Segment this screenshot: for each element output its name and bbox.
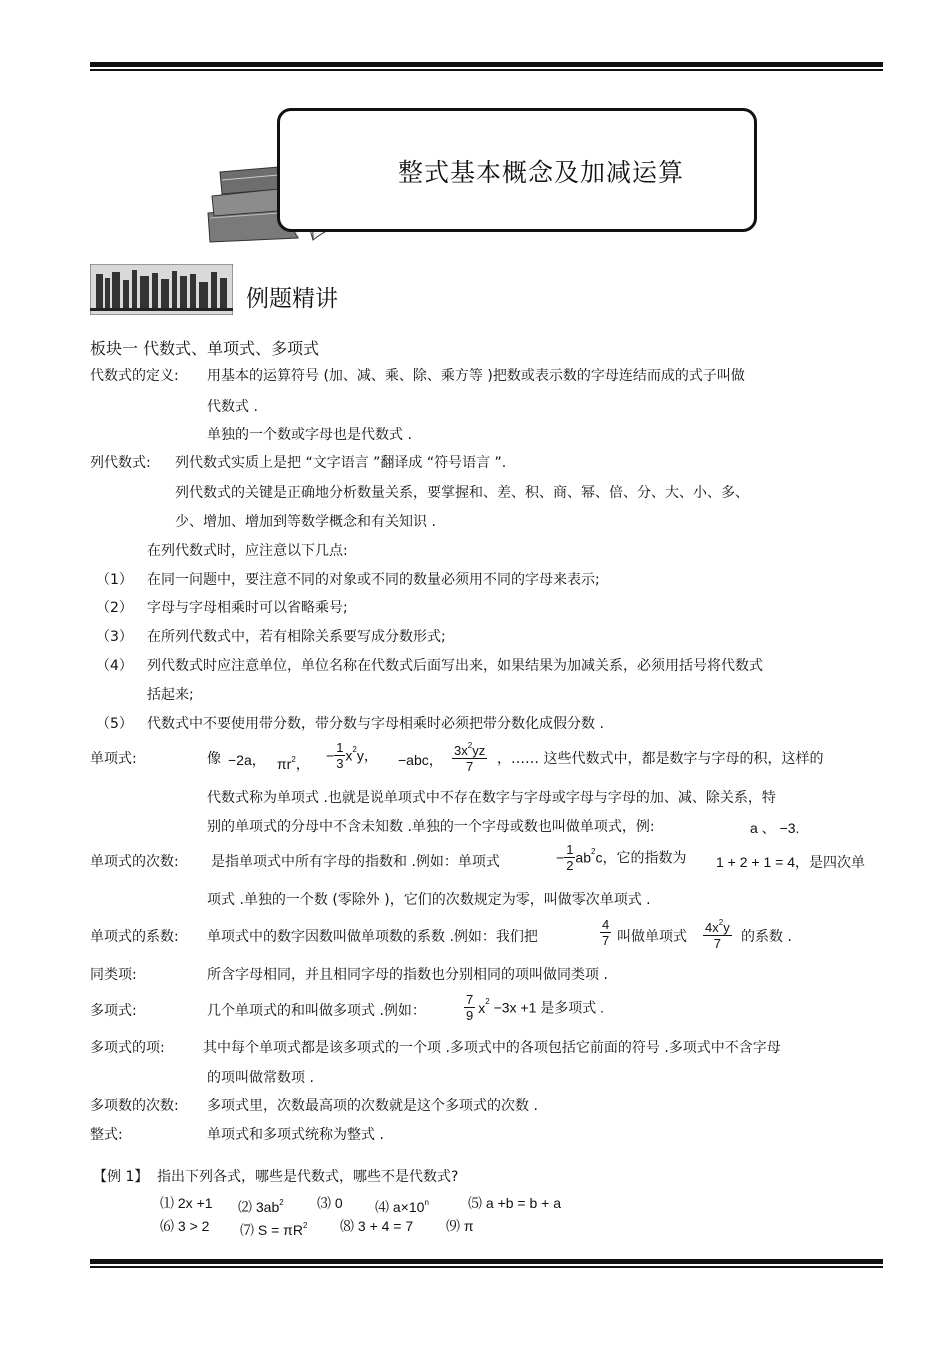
def-text: 单项式中的数字因数叫做单项数的系数 .例如：我们把	[207, 929, 538, 945]
def-label: 整式:	[90, 1127, 123, 1143]
def-label: 多项式的项:	[90, 1040, 165, 1056]
def-text: 别的单项式的分母中不含未知数 .单独的一个字母或数也叫做单项式，例:	[207, 819, 655, 835]
def-text: 少、增加、增加到等数学概念和有关知识 .	[175, 514, 436, 530]
math-expr: 1 + 2 + 1 = 4，是四次单	[716, 854, 866, 870]
def-text: 是指单项式中所有字母的指数和 .例如：单项式	[211, 854, 500, 870]
def-text: 用基本的运算符号 (加、减、乘、除、乘方等 )把数或表示数的字母连结而成的式子叫做	[207, 368, 745, 384]
example-item: ⑺ $S = \pi R^2$	[240, 1221, 308, 1238]
math-fraction: $\frac{4}{7}$	[602, 917, 610, 948]
math-expr: $\pi r^2$，	[277, 755, 310, 772]
def-text: 列代数式实质上是把 “文字语言 ”翻译成 “符号语言 ”.	[175, 455, 507, 471]
def-text: 项式 .单独的一个数 (零除外 )，它们的次数规定为零，叫做零次单项式 .	[207, 892, 651, 908]
note-intro: 在列代数式时，应注意以下几点:	[147, 543, 348, 559]
example-item: ⑸ a +b = b + a	[468, 1195, 562, 1211]
def-text: 多项式里，次数最高项的次数就是这个多项式的次数 .	[207, 1098, 538, 1114]
def-label: 多项式:	[90, 1003, 137, 1019]
def-label: 单项式:	[90, 751, 137, 767]
note-number: （4）	[96, 658, 133, 674]
def-text: 其中每个单项式都是该多项式的一个项 .多项式中的各项包括它前面的符号 .多项式中不含字母	[203, 1040, 781, 1056]
page-title: 整式基本概念及加减运算	[398, 158, 685, 187]
example-item: ⑹ 3 > 2	[160, 1218, 210, 1234]
example-question: 指出下列各式，哪些是代数式，哪些不是代数式?	[157, 1169, 459, 1185]
def-label: 单项式的次数:	[90, 854, 179, 870]
note-number: （3）	[96, 629, 133, 645]
math-fraction-expr: $\frac{7}{9}$ $x^2 -3x +1$ 是多项式 .	[466, 992, 605, 1023]
def-text: 的系数 .	[741, 929, 792, 945]
math-fraction: $\frac{4x^2y}{7}$	[703, 915, 732, 951]
example-item: ⑻ 3 + 4 = 7	[340, 1218, 414, 1234]
example-item: ⑴ 2x +1	[160, 1195, 213, 1211]
note-number: （5）	[96, 716, 133, 732]
example-item: ⑶ 0	[317, 1195, 343, 1211]
def-label: 多项数的次数:	[90, 1098, 179, 1114]
note-text: 在同一问题中，要注意不同的对象或不同的数量必须用不同的字母来表示;	[147, 572, 600, 588]
example-item: ⑼ π	[446, 1218, 474, 1234]
note-text: 括起来;	[147, 687, 194, 703]
top-rule	[90, 62, 883, 67]
note-number: （1）	[96, 572, 133, 588]
def-text: ，…… 这些代数式中，都是数字与字母的积，这样的	[497, 751, 824, 767]
def-text: 几个单项式的和叫做多项式 .例如：	[207, 1003, 426, 1019]
def-text: 像	[207, 751, 221, 767]
def-text: 叫做单项式	[617, 929, 687, 945]
math-fraction-expr: $\frac{3x^2yz}{7}$	[452, 738, 487, 774]
def-label: 列代数式:	[90, 455, 151, 471]
note-text: 字母与字母相乘时可以省略乘号;	[147, 600, 348, 616]
def-text: 单项式和多项式统称为整式 .	[207, 1127, 384, 1143]
bottom-rule-thin	[90, 1266, 883, 1268]
math-expr: −2a，	[228, 752, 266, 768]
note-text: 在所列代数式中，若有相除关系要写成分数形式;	[147, 629, 446, 645]
math-expr: a 、 −3.	[750, 820, 800, 836]
def-label: 同类项:	[90, 967, 137, 983]
bottom-rule	[90, 1259, 883, 1264]
math-expr: −abc，	[398, 752, 443, 768]
def-text: 列代数式的关键是正确地分析数量关系，要掌握和、差、积、商、幂、倍、分、大、小、多、	[175, 485, 749, 501]
math-fraction-expr: − $\frac{1}{3}$ $x^2y$，	[326, 740, 378, 771]
title-box	[277, 108, 757, 232]
note-text: 列代数式时应注意单位，单位名称在代数式后面写出来，如果结果为加减关系，必须用括号将代数式	[147, 658, 763, 674]
note-number: （2）	[96, 600, 133, 616]
top-rule-thin	[90, 69, 883, 71]
block-title: 板块一 代数式、单项式、多项式	[90, 339, 320, 358]
def-text: 代数式 .	[207, 399, 258, 415]
def-text: 的项叫做常数项 .	[207, 1070, 314, 1086]
math-fraction-expr: − $\frac{1}{2}$ $ab^2c$，它的指数为	[556, 842, 687, 873]
example-tag: 【例 1】	[93, 1169, 149, 1185]
def-label: 代数式的定义:	[90, 368, 179, 384]
def-label: 单项式的系数:	[90, 929, 179, 945]
def-text: 单独的一个数或字母也是代数式 .	[207, 427, 412, 443]
def-text: 代数式称为单项式 .也就是说单项式中不存在数字与字母或字母与字母的加、减、除关系，特	[207, 790, 776, 806]
section-title: 例题精讲	[246, 286, 338, 312]
example-item: ⑷ $a\times 10^n$	[375, 1198, 429, 1215]
note-text: 代数式中不要使用带分数，带分数与字母相乘时必须把带分数化成假分数 .	[147, 716, 604, 732]
def-text: 所含字母相同，并且相同字母的指数也分别相同的项叫做同类项 .	[207, 967, 608, 983]
example-item: ⑵ $3ab^2$	[238, 1198, 284, 1215]
bookshelf-banner-icon	[90, 264, 233, 315]
